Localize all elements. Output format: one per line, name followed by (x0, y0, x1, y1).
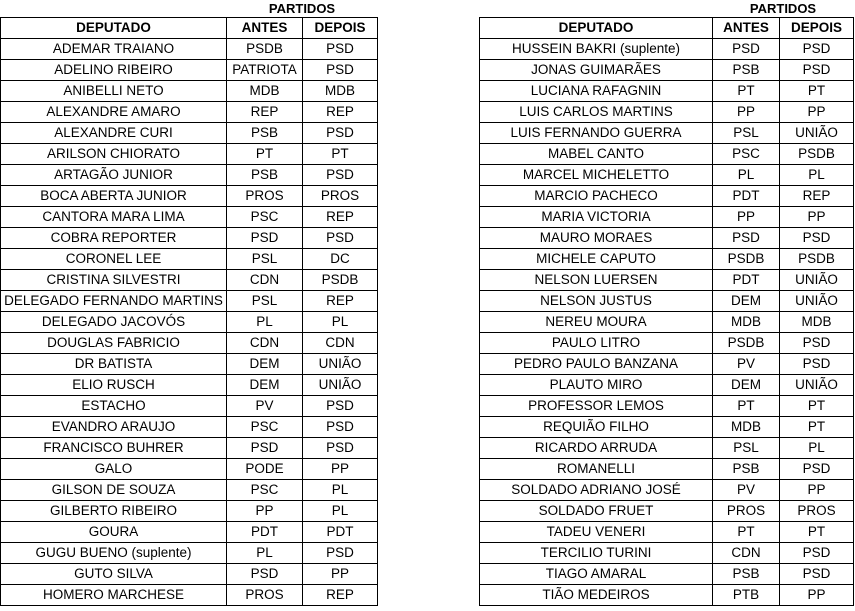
depois-party-cell: PP (780, 480, 854, 501)
deputado-cell: COBRA REPORTER (1, 228, 227, 249)
deputado-cell: MICHELE CAPUTO (480, 249, 713, 270)
depois-party-cell: PP (780, 102, 854, 123)
table-row (480, 375, 854, 396)
antes-party-cell: PSB (227, 123, 303, 144)
depois-party-cell: MDB (780, 312, 854, 333)
depois-party-cell: CDN (303, 333, 378, 354)
depois-party-cell: PROS (780, 501, 854, 522)
depois-party-cell: PL (303, 501, 378, 522)
deputado-cell: MARCIO PACHECO (480, 186, 713, 207)
table-row (480, 564, 854, 585)
table-row (480, 333, 854, 354)
deputado-cell: PLAUTO MIRO (480, 375, 713, 396)
antes-party-cell: PSB (713, 459, 780, 480)
antes-party-cell: PP (713, 207, 780, 228)
depois-party-cell: UNIÃO (780, 291, 854, 312)
depois-party-cell: PSD (303, 417, 378, 438)
deputado-cell: CANTORA MARA LIMA (1, 207, 227, 228)
deputado-cell: GUTO SILVA (1, 564, 227, 585)
depois-party-cell: MDB (303, 81, 378, 102)
table-row (1, 60, 378, 81)
table-row (1, 270, 378, 291)
antes-party-cell: PROS (227, 585, 303, 606)
table-row (1, 249, 378, 270)
table-row (480, 480, 854, 501)
antes-party-cell: PP (713, 102, 780, 123)
antes-party-cell: DEM (227, 354, 303, 375)
antes-party-cell: PROS (713, 501, 780, 522)
table-row (480, 438, 854, 459)
antes-party-cell: PSB (713, 60, 780, 81)
depois-party-cell: PSDB (303, 270, 378, 291)
table-row (1, 228, 378, 249)
antes-party-cell: PSDB (713, 249, 780, 270)
deputado-cell: NELSON JUSTUS (480, 291, 713, 312)
depois-party-cell: PP (303, 459, 378, 480)
antes-party-cell: PL (227, 543, 303, 564)
empty-cell (1, 0, 227, 18)
depois-party-cell: PT (780, 81, 854, 102)
deputado-cell: MAURO MORAES (480, 228, 713, 249)
antes-party-cell: PODE (227, 459, 303, 480)
table-row (1, 312, 378, 333)
deputado-cell: GILBERTO RIBEIRO (1, 501, 227, 522)
deputado-column-header: DEPUTADO (480, 18, 713, 39)
deputado-cell: REQUIÃO FILHO (480, 417, 713, 438)
deputado-cell: GOURA (1, 522, 227, 543)
deputado-cell: ARTAGÃO JUNIOR (1, 165, 227, 186)
deputado-cell: ALEXANDRE AMARO (1, 102, 227, 123)
deputado-cell: HUSSEIN BAKRI (suplente) (480, 39, 713, 60)
antes-party-cell: PL (713, 165, 780, 186)
deputado-cell: DELEGADO JACOVÓS (1, 312, 227, 333)
antes-party-cell: PATRIOTA (227, 60, 303, 81)
depois-party-cell: PP (303, 564, 378, 585)
left-party-table (0, 0, 378, 606)
antes-party-cell: CDN (713, 543, 780, 564)
deputado-cell: EVANDRO ARAUJO (1, 417, 227, 438)
empty-cell (480, 0, 713, 18)
deputado-cell: ROMANELLI (480, 459, 713, 480)
deputado-cell: TADEU VENERI (480, 522, 713, 543)
deputado-cell: LUIS CARLOS MARTINS (480, 102, 713, 123)
depois-party-cell: PSD (780, 39, 854, 60)
depois-party-cell: UNIÃO (780, 123, 854, 144)
antes-party-cell: PT (713, 81, 780, 102)
deputado-cell: GUGU BUENO (suplente) (1, 543, 227, 564)
table-row (480, 81, 854, 102)
deputado-cell: RICARDO ARRUDA (480, 438, 713, 459)
antes-party-cell: PSL (713, 438, 780, 459)
antes-party-cell: PP (227, 501, 303, 522)
antes-party-cell: DEM (713, 375, 780, 396)
depois-party-cell: PT (780, 417, 854, 438)
antes-party-cell: PV (713, 354, 780, 375)
antes-party-cell: REP (227, 102, 303, 123)
deputado-cell: GILSON DE SOUZA (1, 480, 227, 501)
table-row (1, 81, 378, 102)
antes-party-cell: PT (227, 144, 303, 165)
deputado-cell: BOCA ABERTA JUNIOR (1, 186, 227, 207)
depois-party-cell: PSDB (780, 249, 854, 270)
table-row (1, 333, 378, 354)
depois-party-cell: UNIÃO (303, 354, 378, 375)
deputado-cell: MABEL CANTO (480, 144, 713, 165)
antes-party-cell: PSL (713, 123, 780, 144)
antes-party-cell: PSB (713, 564, 780, 585)
table-row (1, 123, 378, 144)
depois-party-cell: PSD (303, 396, 378, 417)
depois-party-cell: UNIÃO (780, 270, 854, 291)
antes-party-cell: PDT (713, 186, 780, 207)
depois-party-cell: PSD (303, 39, 378, 60)
table-row (480, 459, 854, 480)
table-row (480, 60, 854, 81)
antes-column-header: ANTES (713, 18, 780, 39)
table-row (480, 312, 854, 333)
table-row (480, 585, 854, 606)
deputado-cell: CORONEL LEE (1, 249, 227, 270)
depois-party-cell: REP (303, 585, 378, 606)
table-row (1, 291, 378, 312)
deputado-cell: TERCILIO TURINI (480, 543, 713, 564)
antes-party-cell: PT (713, 396, 780, 417)
deputado-cell: ADELINO RIBEIRO (1, 60, 227, 81)
table-row (1, 522, 378, 543)
deputado-cell: PAULO LITRO (480, 333, 713, 354)
depois-party-cell: PSD (780, 333, 854, 354)
deputado-cell: ESTACHO (1, 396, 227, 417)
antes-party-cell: PDT (227, 522, 303, 543)
partidos-group-header: PARTIDOS (713, 0, 854, 18)
antes-party-cell: PSL (227, 249, 303, 270)
depois-party-cell: DC (303, 249, 378, 270)
depois-party-cell: UNIÃO (303, 375, 378, 396)
antes-party-cell: PROS (227, 186, 303, 207)
table-row (1, 186, 378, 207)
deputado-cell: JONAS GUIMARÃES (480, 60, 713, 81)
antes-party-cell: PL (227, 312, 303, 333)
depois-party-cell: PL (780, 165, 854, 186)
antes-party-cell: MDB (227, 81, 303, 102)
antes-party-cell: CDN (227, 270, 303, 291)
antes-party-cell: PSB (227, 165, 303, 186)
depois-party-cell: PSD (780, 543, 854, 564)
deputado-cell: NELSON LUERSEN (480, 270, 713, 291)
deputado-cell: ADEMAR TRAIANO (1, 39, 227, 60)
depois-party-cell: PSD (303, 165, 378, 186)
depois-party-cell: PP (780, 585, 854, 606)
table-row (1, 375, 378, 396)
antes-party-cell: PDT (713, 270, 780, 291)
antes-party-cell: PV (713, 480, 780, 501)
antes-party-cell: PT (713, 522, 780, 543)
table-row (1, 102, 378, 123)
table-row (480, 249, 854, 270)
table-row (1, 354, 378, 375)
deputado-cell: CRISTINA SILVESTRI (1, 270, 227, 291)
deputado-cell: LUIS FERNANDO GUERRA (480, 123, 713, 144)
deputado-cell: MARIA VICTORIA (480, 207, 713, 228)
antes-column-header: ANTES (227, 18, 303, 39)
depois-party-cell: REP (303, 291, 378, 312)
depois-party-cell: REP (303, 207, 378, 228)
antes-party-cell: PSD (713, 228, 780, 249)
depois-party-cell: PP (780, 207, 854, 228)
antes-party-cell: PSC (713, 144, 780, 165)
depois-party-cell: PSD (303, 60, 378, 81)
depois-party-cell: PSD (780, 354, 854, 375)
antes-party-cell: CDN (227, 333, 303, 354)
antes-party-cell: PSDB (713, 333, 780, 354)
depois-party-cell: PL (303, 312, 378, 333)
deputado-cell: ANIBELLI NETO (1, 81, 227, 102)
deputado-cell: DOUGLAS FABRICIO (1, 333, 227, 354)
antes-party-cell: PSD (227, 228, 303, 249)
deputado-cell: NEREU MOURA (480, 312, 713, 333)
table-row (480, 417, 854, 438)
depois-party-cell: PT (780, 522, 854, 543)
deputado-cell: FRANCISCO BUHRER (1, 438, 227, 459)
table-row (480, 186, 854, 207)
antes-party-cell: PSC (227, 480, 303, 501)
table-row (1, 480, 378, 501)
left-table-body (1, 39, 378, 606)
table-row (1, 165, 378, 186)
table-row (1, 39, 378, 60)
table-row (480, 354, 854, 375)
table-row (480, 207, 854, 228)
antes-party-cell: PTB (713, 585, 780, 606)
table-row (1, 459, 378, 480)
deputado-cell: ELIO RUSCH (1, 375, 227, 396)
table-row (480, 291, 854, 312)
antes-party-cell: PSD (227, 564, 303, 585)
antes-party-cell: PSC (227, 417, 303, 438)
deputado-cell: TIÃO MEDEIROS (480, 585, 713, 606)
table-row (1, 543, 378, 564)
table-row (1, 144, 378, 165)
deputado-cell: ARILSON CHIORATO (1, 144, 227, 165)
table-row (1, 564, 378, 585)
table-row (480, 39, 854, 60)
table-row (1, 396, 378, 417)
depois-party-cell: PL (780, 438, 854, 459)
table-row (480, 228, 854, 249)
right-table-body (480, 39, 854, 606)
antes-party-cell: PSL (227, 291, 303, 312)
table-row (1, 207, 378, 228)
deputado-cell: PROFESSOR LEMOS (480, 396, 713, 417)
antes-party-cell: MDB (713, 312, 780, 333)
depois-party-cell: UNIÃO (780, 375, 854, 396)
antes-party-cell: PSC (227, 207, 303, 228)
antes-party-cell: DEM (227, 375, 303, 396)
depois-party-cell: PSD (780, 564, 854, 585)
table-row (480, 270, 854, 291)
depois-party-cell: PDT (303, 522, 378, 543)
deputado-cell: GALO (1, 459, 227, 480)
table-row (1, 585, 378, 606)
depois-column-header: DEPOIS (780, 18, 854, 39)
deputado-cell: LUCIANA RAFAGNIN (480, 81, 713, 102)
depois-party-cell: PSD (303, 228, 378, 249)
depois-party-cell: PSD (780, 60, 854, 81)
deputado-cell: ALEXANDRE CURI (1, 123, 227, 144)
depois-party-cell: PSD (303, 438, 378, 459)
deputado-cell: PEDRO PAULO BANZANA (480, 354, 713, 375)
table-row (480, 165, 854, 186)
antes-party-cell: PSDB (227, 39, 303, 60)
antes-party-cell: MDB (713, 417, 780, 438)
table-row (480, 522, 854, 543)
table-row (480, 123, 854, 144)
depois-party-cell: PT (780, 396, 854, 417)
depois-column-header: DEPOIS (303, 18, 378, 39)
depois-party-cell: PSD (780, 459, 854, 480)
deputado-cell: SOLDADO FRUET (480, 501, 713, 522)
deputado-column-header: DEPUTADO (1, 18, 227, 39)
deputado-cell: MARCEL MICHELETTO (480, 165, 713, 186)
depois-party-cell: REP (303, 102, 378, 123)
deputado-cell: TIAGO AMARAL (480, 564, 713, 585)
depois-party-cell: PL (303, 480, 378, 501)
partidos-group-header: PARTIDOS (227, 0, 378, 18)
depois-party-cell: PSD (303, 543, 378, 564)
antes-party-cell: PSD (713, 39, 780, 60)
table-row (480, 501, 854, 522)
table-row (480, 144, 854, 165)
depois-party-cell: PT (303, 144, 378, 165)
table-row (480, 543, 854, 564)
depois-party-cell: PSD (780, 228, 854, 249)
right-party-table (479, 0, 854, 606)
antes-party-cell: PSD (227, 438, 303, 459)
antes-party-cell: DEM (713, 291, 780, 312)
depois-party-cell: PSD (303, 123, 378, 144)
depois-party-cell: PSDB (780, 144, 854, 165)
depois-party-cell: REP (780, 186, 854, 207)
table-row (1, 417, 378, 438)
deputado-cell: DR BATISTA (1, 354, 227, 375)
depois-party-cell: PROS (303, 186, 378, 207)
table-row (480, 396, 854, 417)
deputado-cell: DELEGADO FERNANDO MARTINS (1, 291, 227, 312)
deputado-cell: SOLDADO ADRIANO JOSÉ (480, 480, 713, 501)
table-row (1, 438, 378, 459)
table-row (480, 102, 854, 123)
table-row (1, 501, 378, 522)
deputado-cell: HOMERO MARCHESE (1, 585, 227, 606)
antes-party-cell: PV (227, 396, 303, 417)
